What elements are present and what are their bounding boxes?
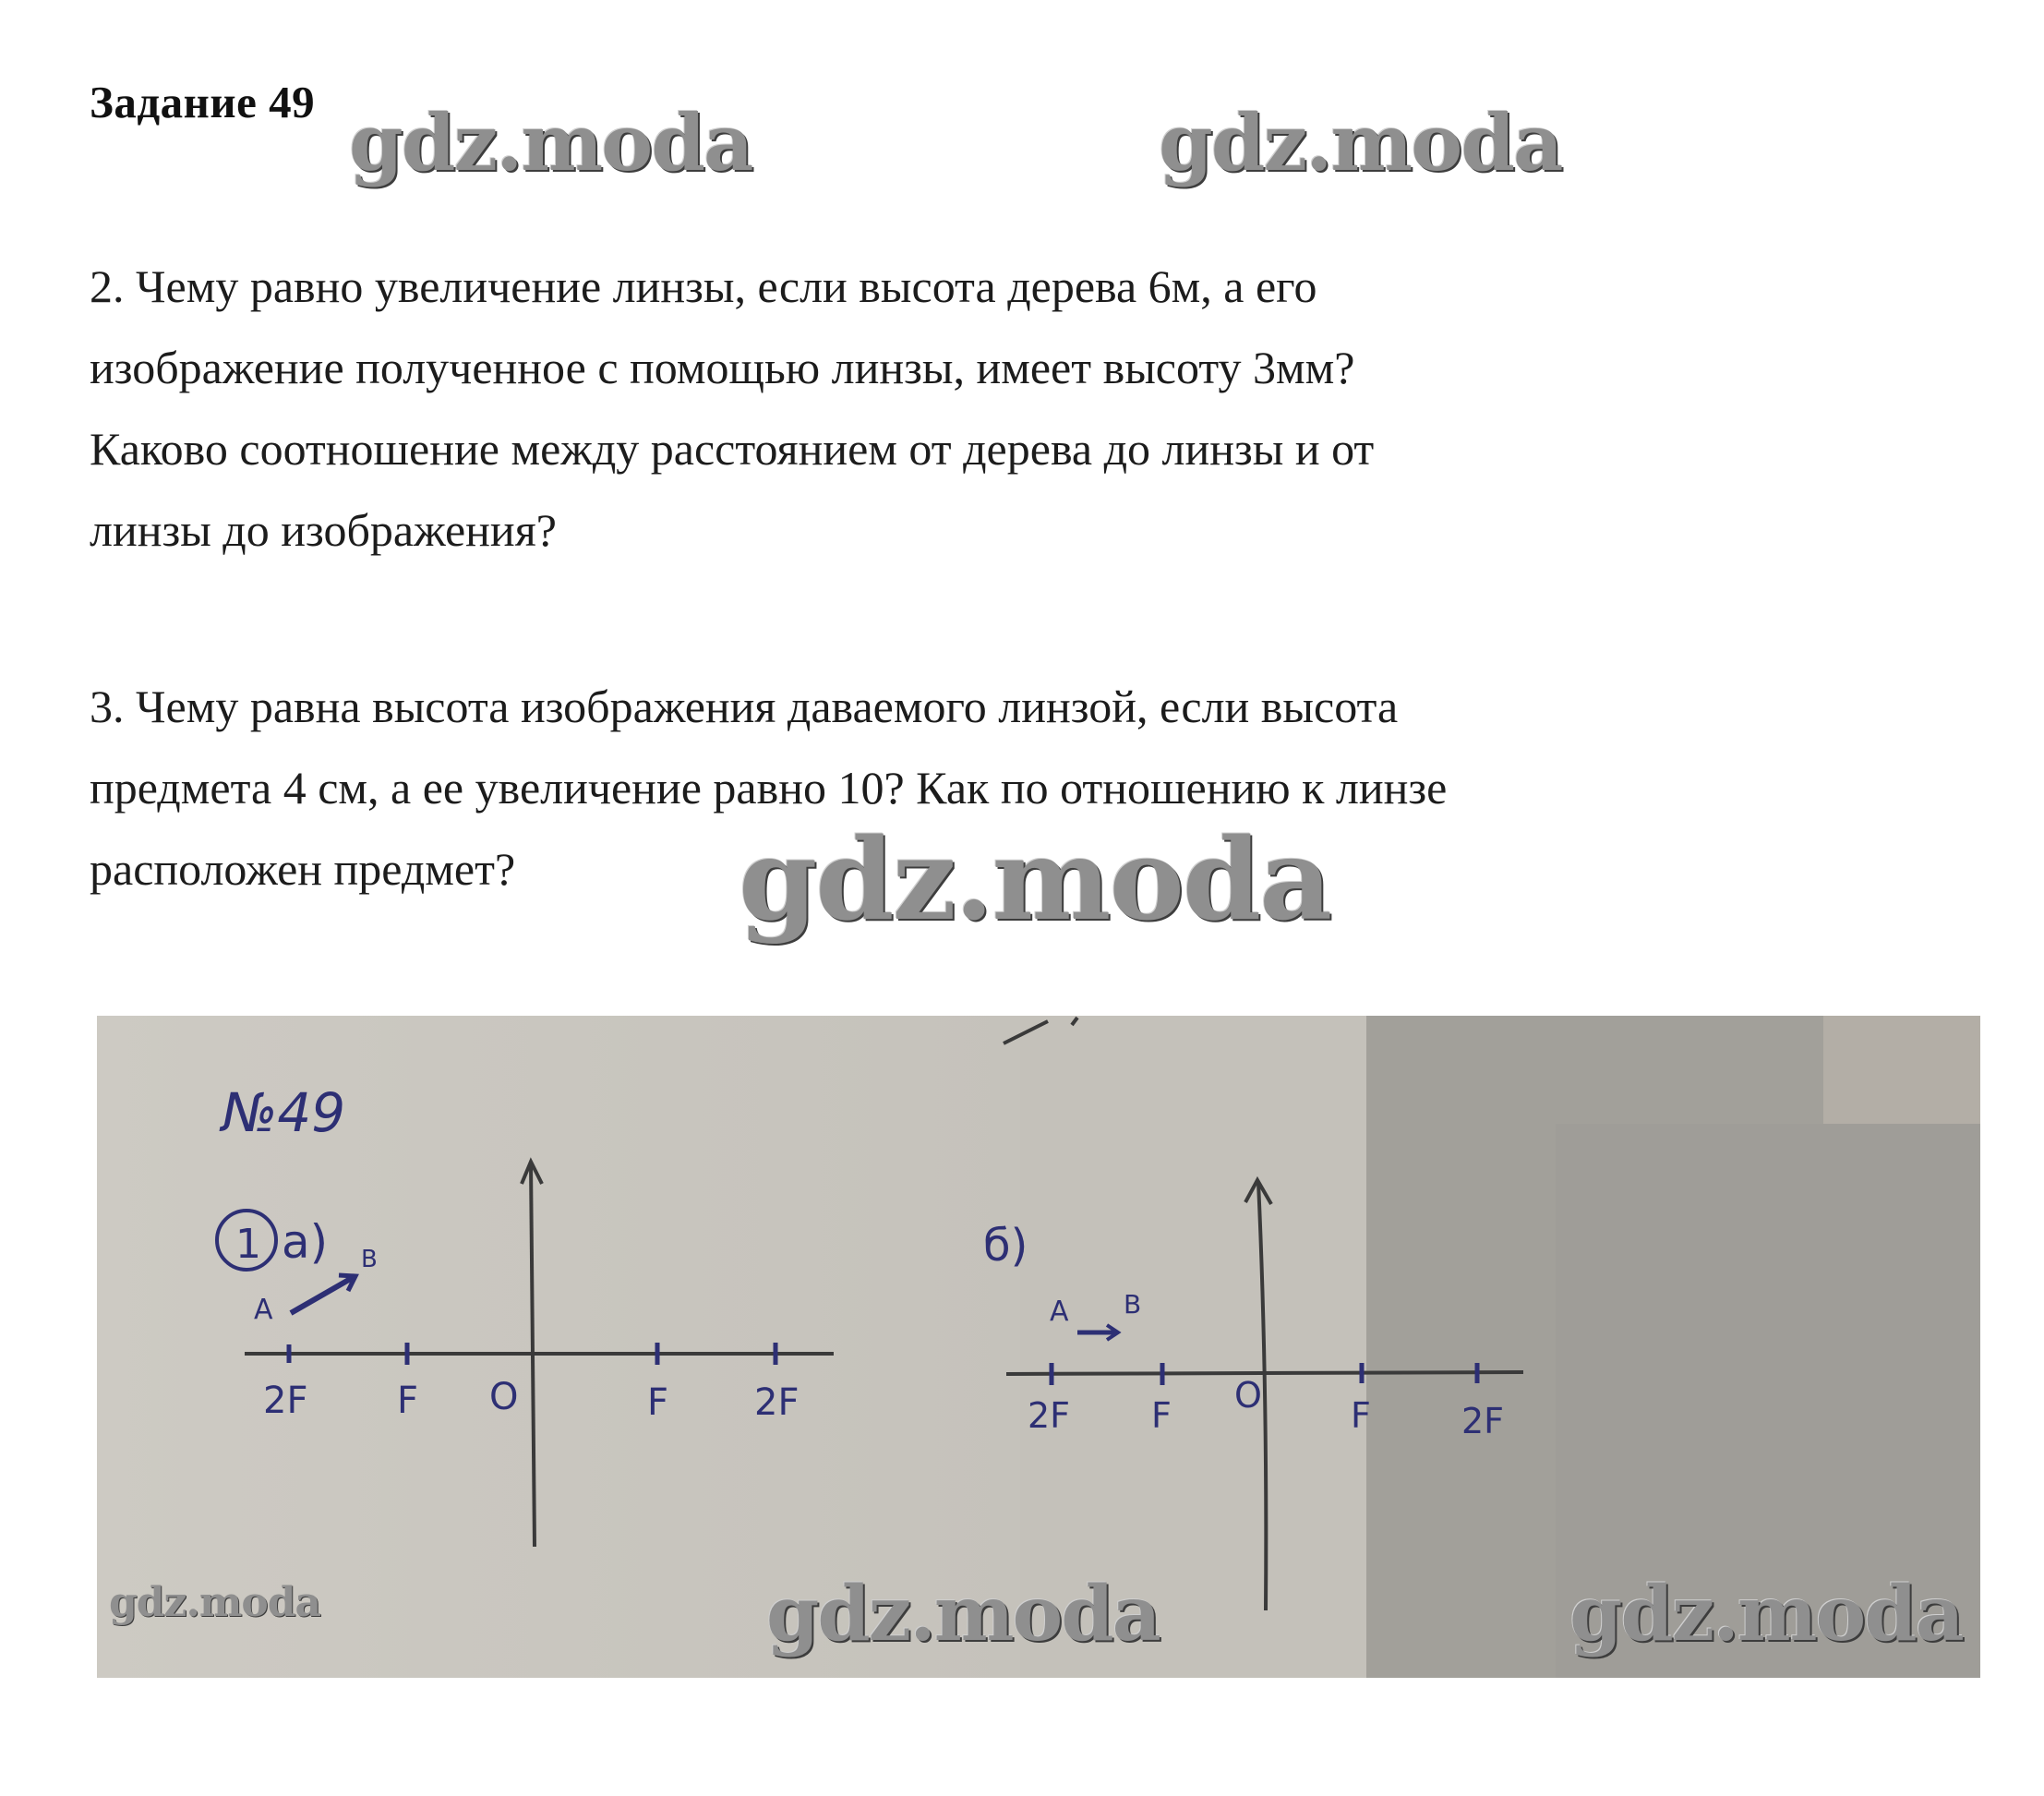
task-2-line: линзы до изображения?	[90, 504, 557, 556]
part-b-label: б)	[983, 1220, 1028, 1272]
axis-label-2f: 2F	[1028, 1395, 1071, 1436]
axis-label-o: O	[489, 1376, 519, 1418]
watermark: gdz.moda	[766, 1570, 1160, 1658]
watermark: gdz.moda	[349, 97, 752, 188]
axis-label-2f: 2F	[1461, 1401, 1505, 1441]
lens-line	[531, 1163, 535, 1547]
task-3-line: 3. Чему равна высота изображения даваемого линзой, если высота	[90, 681, 1399, 732]
axis-label-2f: 2F	[754, 1381, 800, 1424]
point-a-label: A	[1050, 1296, 1069, 1328]
axis-label-f: F	[647, 1381, 669, 1424]
task-3-line: предмета 4 см, а ее увеличение равно 10? Как по отношению к линзе	[90, 762, 1448, 814]
task-3-line: расположен предмет?	[90, 843, 516, 895]
axis-label-2f: 2F	[263, 1380, 308, 1422]
task-2-line: изображение полученное с помощью линзы, имеет высоту 3мм?	[90, 342, 1355, 393]
point-b-label: B	[361, 1246, 378, 1273]
page-title: Задание 49	[90, 77, 316, 127]
axis-label-f: F	[1351, 1395, 1371, 1436]
watermark: gdz.moda	[1569, 1570, 1963, 1658]
point-a-label: A	[254, 1294, 273, 1326]
part-a-label: а)	[282, 1215, 329, 1269]
axis-label-f: F	[397, 1380, 419, 1422]
task-2-line: Каково соотношение между расстоянием от дерева до линзы и от	[90, 423, 1375, 475]
problem-number: №49	[222, 1081, 346, 1144]
circled-number-label: 1	[235, 1221, 261, 1268]
pencil-mark	[1004, 1018, 1077, 1043]
watermark: gdz.moda	[739, 813, 1331, 946]
axis-label-f: F	[1151, 1395, 1172, 1436]
watermark: gdz.moda	[1159, 97, 1562, 188]
object-arrow	[291, 1277, 354, 1313]
axis-label-o: O	[1234, 1375, 1262, 1416]
watermark: gdz.moda	[109, 1579, 321, 1626]
point-b-label: B	[1124, 1289, 1142, 1320]
task-2-line: 2. Чему равно увеличение линзы, если высота дерева 6м, а его	[90, 260, 1317, 312]
task-2-text	[90, 246, 1844, 571]
